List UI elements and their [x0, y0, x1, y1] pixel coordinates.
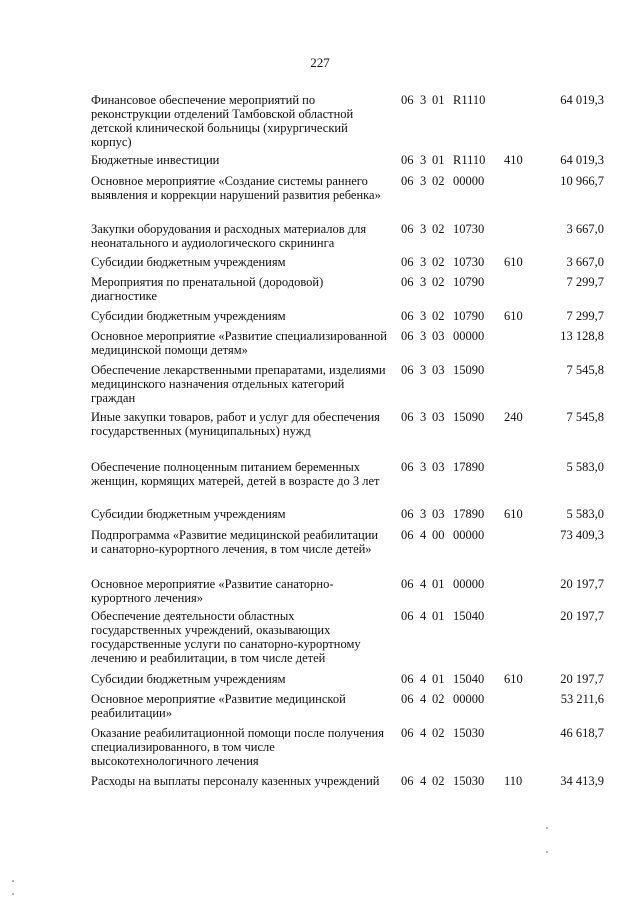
- code-direction: R1110: [453, 93, 486, 107]
- code-program: 06: [401, 93, 414, 107]
- code-direction: 15090: [453, 363, 485, 377]
- code-direction: 00000: [453, 329, 485, 343]
- row-name: Субсидии бюджетным учреждениям: [91, 507, 286, 521]
- code-program: 06: [401, 153, 414, 167]
- code-measure: 00: [432, 528, 445, 542]
- row-name: Субсидии бюджетным учреждениям: [91, 255, 286, 269]
- row-amount: 3 667,0: [566, 255, 604, 269]
- scan-speck: [12, 893, 14, 895]
- row-amount: 20 197,7: [560, 609, 604, 623]
- code-expense-type: 110: [504, 774, 523, 788]
- code-measure: 02: [432, 222, 445, 236]
- row-amount: 7 545,8: [566, 363, 604, 377]
- code-measure: 03: [432, 329, 445, 343]
- row-name: Субсидии бюджетным учреждениям: [91, 672, 286, 686]
- code-expense-type: 610: [504, 309, 523, 323]
- code-direction: 10730: [453, 222, 485, 236]
- code-measure: 02: [432, 774, 445, 788]
- code-subprogram: 4: [420, 672, 427, 686]
- code-program: 06: [401, 329, 414, 343]
- code-subprogram: 4: [420, 774, 427, 788]
- row-amount: 20 197,7: [560, 672, 604, 686]
- code-expense-type: 610: [504, 255, 523, 269]
- code-direction: 00000: [453, 528, 485, 542]
- row-name: Обеспечение полноценным питанием беременных женщин, кормящих матерей, детей в возрасте до 3 лет: [91, 460, 380, 488]
- code-measure: 01: [432, 93, 445, 107]
- row-name: Подпрограмма «Развитие медицинской реабилитации и санаторно-курортного лечения, в том числе детей»: [91, 528, 379, 556]
- code-measure: 02: [432, 275, 445, 289]
- code-direction: R1110: [453, 153, 486, 167]
- code-subprogram: 3: [420, 410, 427, 424]
- row-name: Финансовое обеспечение мероприятий по реконструкции отделений Тамбовской областной детской клинической больницы (хирургический корпус): [91, 93, 354, 149]
- code-direction: 17890: [453, 460, 485, 474]
- page-number: 227: [310, 55, 330, 70]
- code-program: 06: [401, 363, 414, 377]
- code-direction: 15030: [453, 774, 485, 788]
- row-name: Расходы на выплаты персоналу казенных учреждений: [91, 774, 380, 788]
- code-subprogram: 3: [420, 309, 427, 323]
- code-measure: 03: [432, 410, 445, 424]
- code-direction: 10730: [453, 255, 485, 269]
- code-measure: 02: [432, 174, 445, 188]
- code-subprogram: 3: [420, 255, 427, 269]
- row-name: Основное мероприятие «Развитие специализированной медицинской помощи детям»: [91, 329, 387, 357]
- code-subprogram: 3: [420, 363, 427, 377]
- code-program: 06: [401, 672, 414, 686]
- row-amount: 46 618,7: [560, 726, 604, 740]
- code-subprogram: 3: [420, 507, 427, 521]
- row-amount: 53 211,6: [560, 692, 604, 706]
- code-subprogram: 4: [420, 726, 427, 740]
- row-amount: 5 583,0: [566, 507, 604, 521]
- code-program: 06: [401, 726, 414, 740]
- row-amount: 3 667,0: [566, 222, 604, 236]
- code-program: 06: [401, 410, 414, 424]
- code-measure: 02: [432, 309, 445, 323]
- code-subprogram: 3: [420, 222, 427, 236]
- code-measure: 01: [432, 577, 445, 591]
- code-program: 06: [401, 609, 414, 623]
- row-name: Бюджетные инвестиции: [91, 153, 220, 167]
- code-expense-type: 610: [504, 672, 523, 686]
- row-amount: 73 409,3: [560, 528, 604, 542]
- code-direction: 15090: [453, 410, 485, 424]
- code-measure: 03: [432, 460, 445, 474]
- code-direction: 17890: [453, 507, 485, 521]
- code-program: 06: [401, 255, 414, 269]
- row-name: Оказание реабилитационной помощи после получения специализированного, в том числе высокотехнологичного лечения: [91, 726, 384, 768]
- row-name: Основное мероприятие «Создание системы раннего выявления и коррекции нарушений развития ребенка»: [91, 174, 381, 202]
- row-name: Субсидии бюджетным учреждениям: [91, 309, 286, 323]
- code-direction: 15030: [453, 726, 485, 740]
- code-expense-type: 240: [504, 410, 523, 424]
- code-subprogram: 3: [420, 275, 427, 289]
- code-measure: 01: [432, 153, 445, 167]
- code-subprogram: 4: [420, 692, 427, 706]
- scan-speck: [546, 827, 548, 829]
- code-subprogram: 3: [420, 329, 427, 343]
- row-name: Обеспечение лекарственными препаратами, изделиями медицинского назначения отдельных категорий граждан: [91, 363, 386, 405]
- code-program: 06: [401, 774, 414, 788]
- code-expense-type: 610: [504, 507, 523, 521]
- row-amount: 64 019,3: [560, 93, 604, 107]
- code-direction: 00000: [453, 577, 485, 591]
- code-program: 06: [401, 275, 414, 289]
- code-program: 06: [401, 528, 414, 542]
- row-amount: 5 583,0: [566, 460, 604, 474]
- code-measure: 03: [432, 363, 445, 377]
- code-subprogram: 4: [420, 577, 427, 591]
- code-direction: 15040: [453, 672, 485, 686]
- code-direction: 15040: [453, 609, 485, 623]
- row-amount: 34 413,9: [560, 774, 604, 788]
- row-amount: 10 966,7: [560, 174, 604, 188]
- code-program: 06: [401, 460, 414, 474]
- code-program: 06: [401, 577, 414, 591]
- row-amount: 20 197,7: [560, 577, 604, 591]
- code-program: 06: [401, 692, 414, 706]
- row-name: Мероприятия по пренатальной (дородовой) диагностике: [91, 275, 324, 303]
- code-measure: 02: [432, 692, 445, 706]
- row-amount: 64 019,3: [560, 153, 604, 167]
- scan-speck: [12, 880, 14, 882]
- code-expense-type: 410: [504, 153, 523, 167]
- row-amount: 7 299,7: [566, 275, 604, 289]
- code-subprogram: 4: [420, 528, 427, 542]
- row-name: Обеспечение деятельности областных государственных учреждений, оказывающих государственные услуги по санаторно-курортному лечению и реабилитации, в том числе детей: [91, 609, 361, 665]
- code-subprogram: 4: [420, 609, 427, 623]
- code-direction: 00000: [453, 692, 485, 706]
- code-program: 06: [401, 507, 414, 521]
- row-name: Основное мероприятие «Развитие медицинской реабилитации»: [91, 692, 346, 720]
- row-amount: 13 128,8: [560, 329, 604, 343]
- code-direction: 00000: [453, 174, 485, 188]
- row-name: Иные закупки товаров, работ и услуг для обеспечения государственных (муниципальных) нужд: [91, 410, 380, 438]
- code-program: 06: [401, 309, 414, 323]
- code-direction: 10790: [453, 309, 485, 323]
- code-measure: 01: [432, 609, 445, 623]
- code-subprogram: 3: [420, 153, 427, 167]
- row-name: Основное мероприятие «Развитие санаторно-курортного лечения»: [91, 577, 334, 605]
- row-name: Закупки оборудования и расходных материалов для неонатального и аудиологического скрининга: [91, 222, 367, 250]
- code-subprogram: 3: [420, 93, 427, 107]
- code-program: 06: [401, 174, 414, 188]
- code-subprogram: 3: [420, 460, 427, 474]
- row-amount: 7 545,8: [566, 410, 604, 424]
- code-subprogram: 3: [420, 174, 427, 188]
- code-program: 06: [401, 222, 414, 236]
- code-measure: 02: [432, 255, 445, 269]
- code-measure: 01: [432, 672, 445, 686]
- code-direction: 10790: [453, 275, 485, 289]
- code-measure: 03: [432, 507, 445, 521]
- row-amount: 7 299,7: [566, 309, 604, 323]
- code-measure: 02: [432, 726, 445, 740]
- scan-speck: [546, 851, 548, 853]
